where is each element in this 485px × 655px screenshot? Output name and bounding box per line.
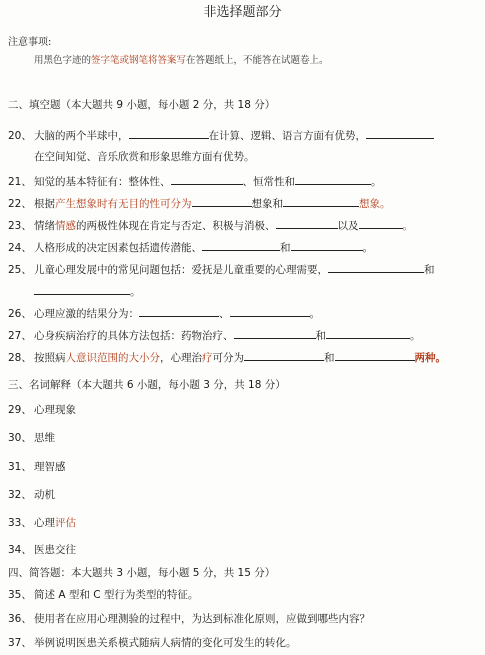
q22-text-c: 想象和 [251,198,283,210]
q28-text-g: 两种。 [414,352,446,364]
q37-number: 37、 [8,637,32,649]
q25-text-c: 。 [130,286,141,298]
question-37 [8,636,297,650]
q27-text-c: 。 [410,330,421,342]
q24-text-b: 和 [280,242,291,254]
q24-number: 24、 [8,242,32,254]
q20-text-b: 在计算、逻辑、语言方面有优势， [208,130,366,142]
q22-text-d: 想象。 [359,198,391,210]
q30-number: 30、 [8,432,32,444]
term-item [8,543,76,557]
q24-blank-1 [202,240,280,251]
notice-text-b: 签字笔或钢笔将答案写 [91,55,187,66]
q23-text-e: 。 [402,220,413,232]
notice-text-c: 在答题纸上，不能答在试题卷上。 [186,55,329,66]
term-item [8,460,66,474]
q26-text-a: 心理应激的结果分为： [34,308,139,320]
q21-text-c: 。 [371,176,382,188]
q26-text-b: 、 [219,308,230,320]
q32-number: 32、 [8,489,32,501]
q28-number: 28、 [8,352,32,364]
q36-number: 36、 [8,613,32,625]
q21-text-a: 知觉的基本特征有：整体性、 [34,176,171,188]
term-item [8,403,76,417]
question-21 [8,174,382,189]
q37-text: 举例说明医患关系模式随病人病情的变化可发生的转化。 [34,637,297,649]
q33-term-red: 评估 [55,517,76,529]
q36-text: 使用者在应用心理测验的过程中，为达到标准化原则，应做到哪些内容？ [34,613,370,625]
q25-text-b: 和 [424,264,435,276]
q27-blank-2 [326,328,410,339]
question-25 [8,262,435,277]
q26-text-c: 。 [309,308,320,320]
q26-blank-2 [230,306,310,317]
q28-text-b: 人意识范围的大小分 [65,352,160,364]
q34-term: 医患交往 [34,544,76,556]
q24-text-a: 人格形成的决定因素包括遗传潜能、 [34,242,202,254]
term-item [8,516,76,530]
q21-blank-1 [171,174,243,185]
q27-text-a: 心身疾病治疗的具体方法包括：药物治疗、 [34,330,234,342]
q34-number: 34、 [8,544,32,556]
q25-text-a: 儿童心理发展中的常见问题包括：爱抚是儿童重要的心理需要， [34,264,328,276]
q20-number: 20、 [8,130,32,142]
q27-number: 27、 [8,330,32,342]
q29-number: 29、 [8,404,32,416]
question-20 [8,128,434,143]
q23-blank-2 [359,218,403,229]
q28-text-d: 疗 [202,352,213,364]
term-item [8,488,55,502]
section2-heading: 二、填空题（本大题共 9 小题，每小题 2 分，共 18 分） [8,99,276,111]
q23-text-d: 以及 [337,220,359,232]
q22-text-a: 根据 [34,198,55,210]
q28-text-c: ，心理治 [160,352,202,364]
q21-text-b: 、恒常性和 [242,176,295,188]
question-28 [8,350,446,365]
q23-blank-1 [276,218,338,229]
question-26 [8,306,320,321]
question-35 [8,588,198,602]
q22-blank-2 [283,196,359,207]
term-item [8,431,55,445]
q23-text-b: 情感 [55,220,76,232]
q23-text-a: 情绪 [34,220,55,232]
q33-term: 心理 [34,517,55,529]
notice-heading: 注意事项: [8,37,52,48]
question-22 [8,196,391,211]
section4-heading: 四、简答题：本大题共 3 小题，每小题 5 分，共 15 分） [8,567,276,579]
q25-continuation [34,284,141,299]
q28-text-f: 和 [324,352,335,364]
page-title: 非选择题部分 [203,5,282,20]
q32-term: 动机 [34,489,55,501]
q21-number: 21、 [8,176,32,188]
notice-body [34,54,329,68]
q28-text-e: 可分为 [212,352,244,364]
question-24 [8,240,373,255]
q20-blank-2 [366,128,434,139]
q33-number: 33、 [8,517,32,529]
question-23 [8,218,413,233]
question-27 [8,328,421,343]
q22-number: 22、 [8,198,32,210]
q20-continuation: 在空间知觉、音乐欣赏和形象思维方面有优势。 [34,151,255,163]
q21-blank-2 [295,174,371,185]
q29-term: 心理现象 [34,404,76,416]
notice-text-a: 用黑色字迹的 [34,55,92,66]
q26-number: 26、 [8,308,32,320]
q31-term: 理智感 [34,461,66,473]
q24-blank-2 [291,240,363,251]
section3-heading: 三、名词解释（本大题共 6 小题，每小题 3 分，共 18 分） [8,379,286,391]
q27-text-b: 和 [315,330,326,342]
q22-blank-1 [192,196,252,207]
q30-term: 思维 [34,432,55,444]
q28-blank-2 [335,350,415,361]
q27-blank-1 [234,328,316,339]
q22-text-b: 产生想象时有无目的性可分为 [55,198,192,210]
q25-blank-2 [34,284,130,295]
q31-number: 31、 [8,461,32,473]
q28-blank-1 [244,350,324,361]
q23-number: 23、 [8,220,32,232]
q26-blank-1 [139,306,219,317]
q24-text-c: 。 [362,242,373,254]
q25-number: 25、 [8,264,32,276]
q35-number: 35、 [8,589,32,601]
q23-text-c: 的两极性体现在肯定与否定、积极与消极、 [76,220,276,232]
q20-text-a: 大脑的两个半球中， [34,130,129,142]
q25-blank-1 [328,262,424,273]
question-36 [8,612,370,626]
q35-text: 简述 A 型和 C 型行为类型的特征。 [34,589,199,601]
q20-blank-1 [129,128,209,139]
q28-text-a: 按照病 [34,352,66,364]
